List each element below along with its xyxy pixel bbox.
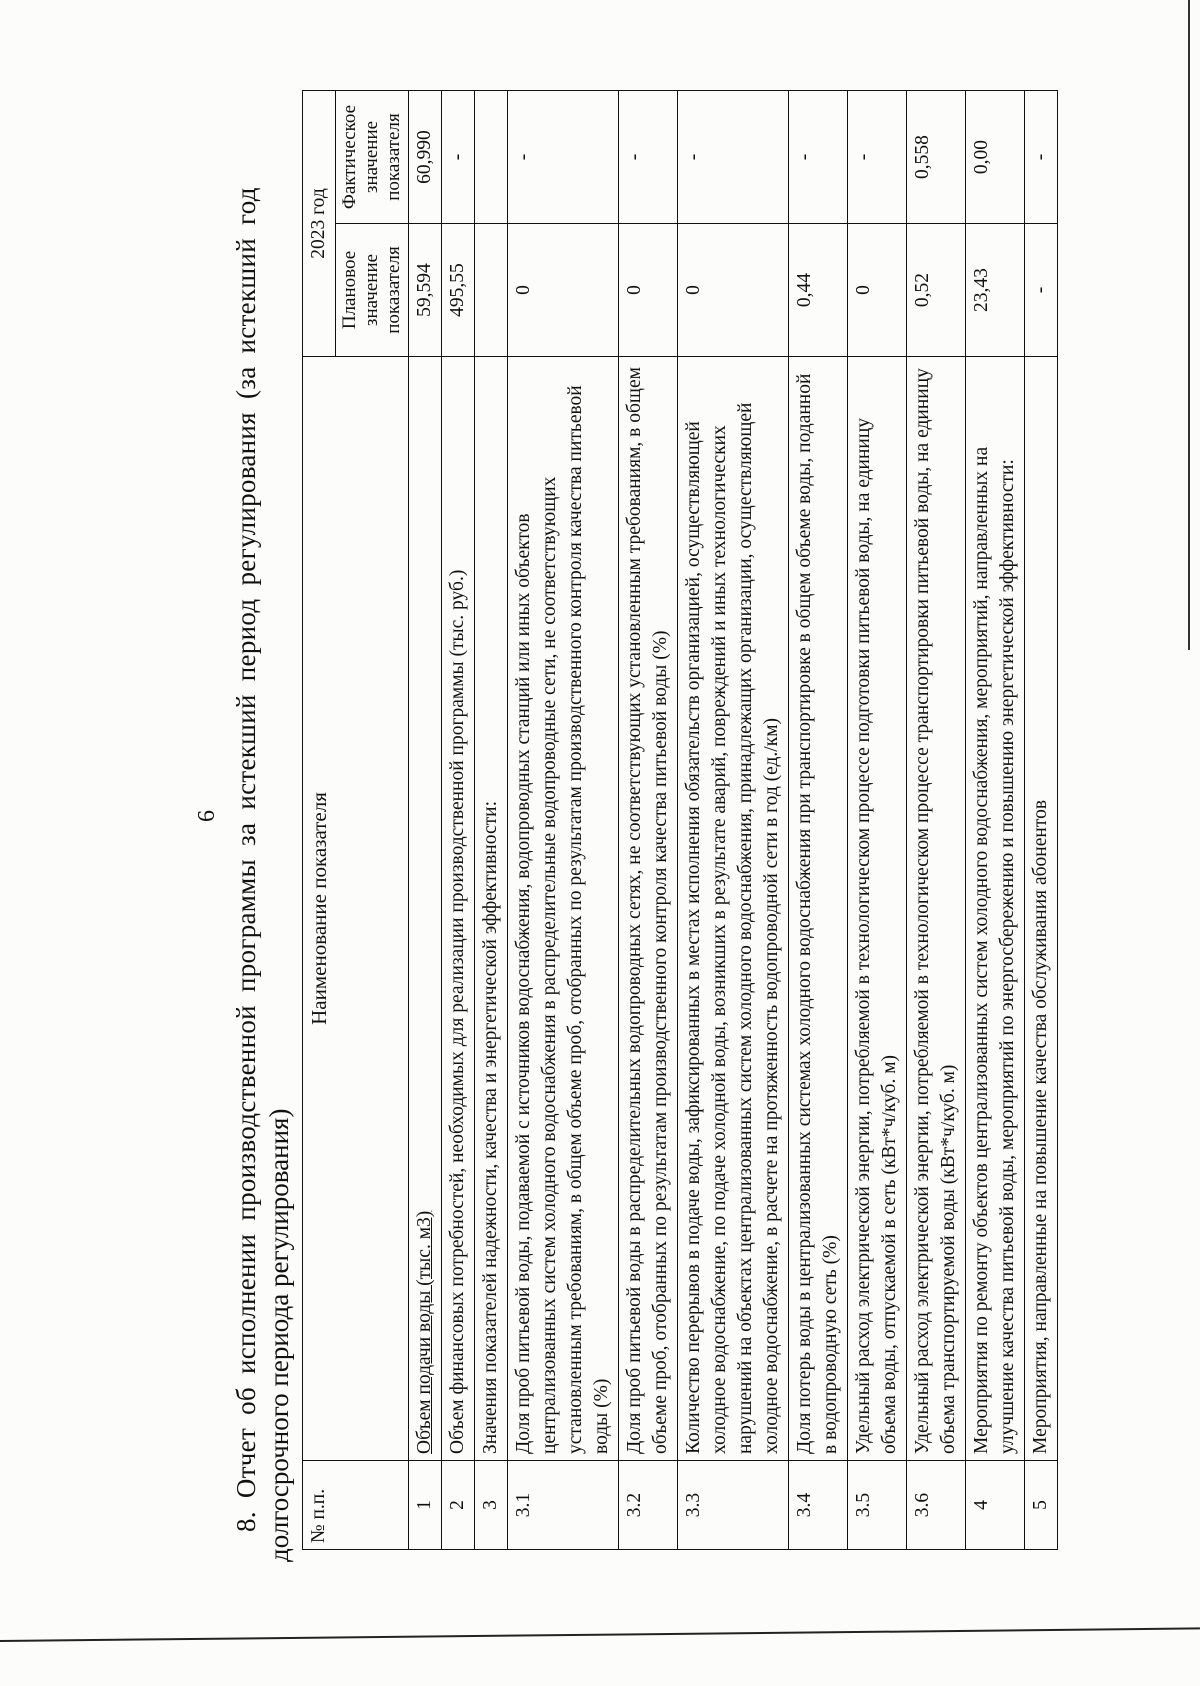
row-actual: - <box>1025 91 1058 224</box>
row-number: 3.6 <box>907 1461 966 1550</box>
row-actual: 0,558 <box>907 91 966 224</box>
table-row <box>678 91 789 1550</box>
row-name-text: Объем подачи воды (тыс. м3) <box>414 1210 435 1454</box>
row-actual: - <box>619 91 678 224</box>
row-number: 3.3 <box>678 1461 789 1550</box>
row-name: Доля проб питьевой воды, подаваемой с источников водоснабжения, водопроводных станций или иных объектов централизованных систем холодного водоснабжения в распределительные водопроводные сети, не соответствующих установленным требованиям, в общем объеме проб, отобранных по результатам производственного контроля качества питьевой воды (%) <box>508 357 619 1461</box>
row-number: 3.1 <box>508 1461 619 1550</box>
header-row-1 <box>303 91 336 1550</box>
row-name: Удельный расход электрической энергии, потребляемой в технологическом процессе подготовки питьевой воды, на единицу объема воды, отпускаемой в сеть (кВт*ч/куб. м) <box>848 357 907 1461</box>
row-planned: 0,44 <box>789 224 848 357</box>
page-edge-right <box>1188 0 1190 650</box>
row-name: Мероприятия по ремонту объектов централизованных систем холодного водоснабжения, мероприятий, направленных на улучшение качества питьевой воды, мероприятий по энергосбережению и повышению энергетической эффективности: <box>966 357 1025 1461</box>
table-row <box>966 91 1025 1550</box>
section-title <box>230 70 296 1562</box>
row-actual: - <box>442 91 475 224</box>
table-row <box>907 91 966 1550</box>
row-name: Объем финансовых потребностей, необходимых для реализации производственной программы (тыс. руб.) <box>442 357 475 1461</box>
row-planned: 0 <box>848 224 907 357</box>
row-name <box>409 357 442 1461</box>
row-planned: 0 <box>678 224 789 357</box>
section-title-line1: 8. Отчет об исполнении производственной программы за истекший период регулирования (за истекший год <box>231 187 261 1532</box>
row-number: 1 <box>409 1461 442 1550</box>
page-number: 6 <box>194 810 220 822</box>
row-name: Количество перерывов в подаче воды, зафиксированных в местах исполнения обязательств организацией, осуществляющей холодное водоснабжение, по подаче холодной воды, возникших в результате аварий, повреждений и иных технологических нарушений на объектах централизованных систем холодного водоснабжения, принадлежащих организации, осуществляющей холодное водоснабжение, в расчете на протяженность водопроводной сети в год (ед./км) <box>678 357 789 1461</box>
row-actual <box>475 91 508 224</box>
row-planned: 0,52 <box>907 224 966 357</box>
row-name: Доля потерь воды в централизованных системах холодного водоснабжения при транспортировке в общем объеме воды, поданной в водопроводную сеть (%) <box>789 357 848 1461</box>
report-table <box>302 90 1058 1550</box>
row-actual: - <box>848 91 907 224</box>
row-planned: - <box>1025 224 1058 357</box>
table-row <box>475 91 508 1550</box>
row-actual: 0,00 <box>966 91 1025 224</box>
table-row <box>409 91 442 1550</box>
row-number: 4 <box>966 1461 1025 1550</box>
section-title-line2: долгосрочного периода регулирования) <box>264 1108 294 1562</box>
row-number: 2 <box>442 1461 475 1550</box>
row-number: 3.2 <box>619 1461 678 1550</box>
row-planned: 23,43 <box>966 224 1025 357</box>
row-name: Удельный расход электрической энергии, потребляемой в технологическом процессе транспортировки питьевой воды, на единицу объема транспортируемой воды (кВт*ч/куб. м) <box>907 357 966 1461</box>
row-planned: 0 <box>619 224 678 357</box>
table-row <box>442 91 475 1550</box>
row-name: Значения показателей надежности, качества и энергетической эффективности: <box>475 357 508 1461</box>
table-row <box>508 91 619 1550</box>
header-name: Наименование показателя <box>303 357 409 1461</box>
row-planned: 495,55 <box>442 224 475 357</box>
rotated-document <box>180 70 1120 1562</box>
row-planned: 0 <box>508 224 619 357</box>
row-planned <box>475 224 508 357</box>
row-name: Доля проб питьевой воды в распределительных водопроводных сетях, не соответствующих установленным требованиям, в общем объеме проб, отобранных по результатам производственного контроля качества питьевой воды (%) <box>619 357 678 1461</box>
header-planned: Плановое значение показателя <box>336 224 409 357</box>
row-number: 3 <box>475 1461 508 1550</box>
row-actual: - <box>678 91 789 224</box>
table-row <box>1025 91 1058 1550</box>
header-year: 2023 год <box>303 91 336 357</box>
row-name: Мероприятия, направленные на повышение качества обслуживания абонентов <box>1025 357 1058 1461</box>
row-actual: 60,990 <box>409 91 442 224</box>
row-number: 5 <box>1025 1461 1058 1550</box>
table-row <box>848 91 907 1550</box>
page-edge-bottom <box>0 1627 1200 1642</box>
row-number: 3.4 <box>789 1461 848 1550</box>
header-actual: Фактическое значение показателя <box>336 91 409 224</box>
header-number: № п.п. <box>303 1461 409 1550</box>
table-row <box>789 91 848 1550</box>
row-number: 3.5 <box>848 1461 907 1550</box>
row-actual: - <box>789 91 848 224</box>
table-row <box>619 91 678 1550</box>
row-planned: 59,594 <box>409 224 442 357</box>
row-actual: - <box>508 91 619 224</box>
